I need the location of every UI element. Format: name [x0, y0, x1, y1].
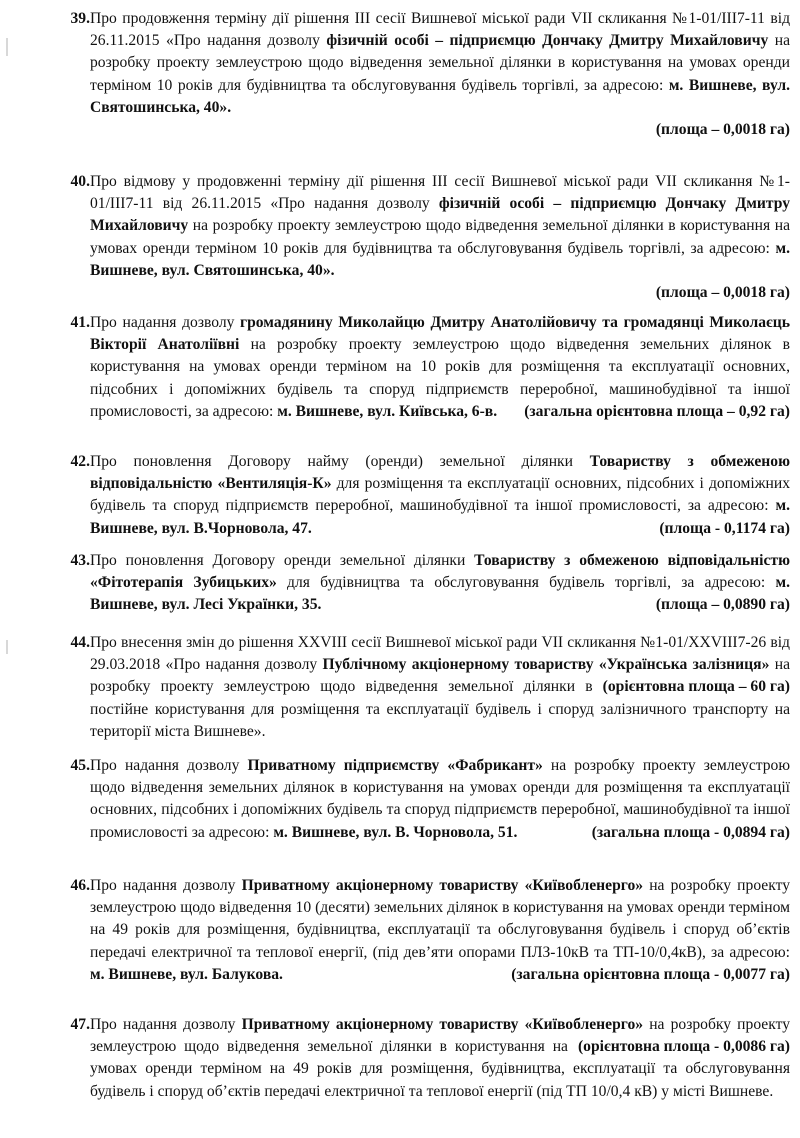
text-segment: на розробку проекту землеустрою щодо відведення земельної ділянки в користування на умовах оренди терміном 10 років для будівництва та обслуговування будівель торгівлі, за адресою: — [90, 32, 791, 94]
text-segment: Про продовження терміну дії рішення III сесії Вишневої міської ради VII скликання №1-01/III7-11 від 26.11.2015 «Про надання дозволу — [90, 10, 790, 50]
area-value: (площа – 0,0890 га) — [655, 596, 790, 614]
agenda-item — [62, 8, 790, 141]
agenda-item — [62, 312, 790, 423]
area-value: (загальна орієнтовна площа – 0,92 га) — [524, 402, 790, 420]
text-segment: Про надання дозволу — [90, 1016, 242, 1033]
item-number: 42. — [70, 453, 90, 470]
applicant-name: фізичній особі – підприємцю Дончаку Дмитру Михайловичу — [326, 32, 769, 50]
item-text — [90, 451, 790, 540]
area-value: (загальна площа - 0,0894 га) — [591, 823, 790, 841]
scan-margin-mark — [6, 38, 8, 56]
address: м. Вишневе, вул. Святошинська, 40». — [90, 239, 790, 279]
area-value: (площа – 0,0018 га) — [655, 284, 790, 302]
applicant-name: Публічному акціонерному товариству «Українська залізниця» — [322, 656, 770, 674]
address: м. Вишневе, вул. Балукова. — [90, 965, 283, 983]
text-segment: Про надання дозволу — [90, 314, 241, 331]
applicant-name: Приватному акціонерному товариству «Київобленерго» — [241, 1016, 644, 1033]
address: м. Вишневе, вул. Київська, 6-в. — [277, 402, 498, 420]
applicant-name: громадянину Миколайцю Дмитру Анатолійовичу та громадянці Миколаєць Вікторії Анатоліївні — [90, 314, 790, 354]
item-text — [90, 171, 790, 304]
agenda-item — [62, 550, 790, 617]
scan-margin-mark — [6, 640, 8, 654]
address: м. Вишневе, вул. В.Чорновола, 47. — [90, 497, 790, 537]
item-text — [90, 8, 790, 141]
text-segment: на розробку проекту землеустрою щодо відведення земельних ділянок в користування на умовах оренди терміном на 10 років для розміщення та експлуатації основних, підсобних і допоміжних будівель та споруд підприємств переробної, машинобудівної та іншої промисловості, за адресою: — [90, 336, 790, 420]
applicant-name: Товариству з обмеженою відповідальністю «Вентиляція-К» — [90, 453, 791, 493]
item-number: 40. — [70, 173, 90, 190]
address: м. Вишневе, вул. В. Чорновола, 51. — [273, 823, 518, 841]
text-segment: для розміщення та експлуатації основних, підсобних і допоміжних будівель та споруд підприємств переробної, машинобудівної та іншої промисловості, за адресою: — [90, 475, 790, 515]
item-text — [90, 632, 790, 743]
area-value: (площа - 0,1174 га) — [659, 519, 790, 537]
item-text — [90, 755, 790, 844]
agenda-item — [62, 451, 790, 540]
applicant-name: фізичній особі – підприємцю Дончаку Дмитру Михайловичу — [90, 195, 790, 235]
item-number: 46. — [70, 877, 90, 894]
area-value: (орієнтовна площа – 60 га) — [602, 678, 790, 696]
text-segment: Про внесення змін до рішення XXVIII сесії Вишневої міської ради VII скликання №1-01/XXVIII7-26 від 29.03.2018 «Про надання дозволу — [90, 634, 790, 674]
agenda-item — [62, 1014, 790, 1103]
text-segment: для будівництва та обслуговування будівель торгівлі, за адресою: — [276, 574, 776, 592]
address: м. Вишневе, вул. Лесі Українки, 35. — [90, 574, 790, 614]
area-value: (орієнтовна площа - 0,0086 га) — [577, 1038, 790, 1056]
applicant-name: Товариству з обмеженою відповідальністю «Фітотерапія Зубицьких» — [90, 552, 790, 592]
text-segment: на розробку проекту землеустрою щодо відведення 10 (десяти) земельних ділянок в користування на умовах оренди терміном на 49 років для розміщення, будівництва, експлуатації та обслуговування будівель і споруд об’єктів передачі електричної та теплової енергії, (під дев’яти опорами ПЛЗ-10кВ та ТП-10/0,4кВ), за адресою: — [90, 877, 790, 961]
item-number: 44. — [70, 634, 90, 651]
text-segment: на розробку проекту землеустрою щодо відведення земельної ділянки в користування на умовах оренди терміном на 49 років для розміщення, будівництва, експлуатації та обслуговування будівель і споруд об’єктів передачі електричної та теплової енергії (під ТП 10/0,4 кВ) у місті Вишневе. — [90, 1016, 790, 1100]
agenda-item — [62, 755, 790, 844]
item-number: 39. — [70, 10, 90, 27]
applicant-name: Приватному підприємству «Фабрикант» — [247, 757, 543, 774]
address: м. Вишневе, вул. Святошинська, 40». — [90, 76, 791, 116]
applicant-name: Приватному акціонерному товариству «Київобленерго» — [241, 877, 644, 894]
item-number: 43. — [70, 552, 90, 569]
item-number: 45. — [70, 757, 90, 774]
text-segment: на розробку проекту землеустрою щодо відведення земельних ділянок в користування на умовах оренди для розміщення та експлуатації основних, підсобних і допоміжних будівель та споруд підприємств переробної, машинобудівної та іншої промисловості за адресою: — [90, 757, 790, 841]
item-number: 41. — [70, 314, 90, 331]
item-text — [90, 1014, 790, 1103]
agenda-item — [62, 171, 790, 304]
item-number: 47. — [70, 1016, 90, 1033]
text-segment: Про поновлення Договору найму (оренди) земельної ділянки — [90, 453, 590, 470]
agenda-item — [62, 875, 790, 986]
text-segment: Про відмову у продовженні терміну дії рішення III сесії Вишневої міської ради VII скликання №1-01/III7-11 від 26.11.2015 «Про надання дозволу — [90, 173, 790, 213]
text-segment: на розробку проекту землеустрою щодо відведення земельної ділянки в постійне користування для розміщення та експлуатації будівель і споруд залізничного транспорту на території міста Вишневе». — [90, 656, 790, 740]
item-text — [90, 875, 790, 986]
area-value: (площа – 0,0018 га) — [655, 121, 790, 139]
text-segment: Про надання дозволу — [90, 877, 242, 894]
text-segment: Про поновлення Договору оренди земельної ділянки — [90, 552, 475, 569]
item-text — [90, 312, 790, 423]
area-value: (загальна орієнтовна площа - 0,0077 га) — [511, 965, 790, 983]
text-segment: на розробку проекту землеустрою щодо відведення земельної ділянки в користування на умовах оренди терміном 10 років для будівництва та обслуговування будівель торгівлі, за адресою: — [90, 217, 790, 257]
item-text — [90, 550, 790, 617]
agenda-item — [62, 632, 790, 743]
text-segment: Про надання дозволу — [90, 757, 248, 774]
